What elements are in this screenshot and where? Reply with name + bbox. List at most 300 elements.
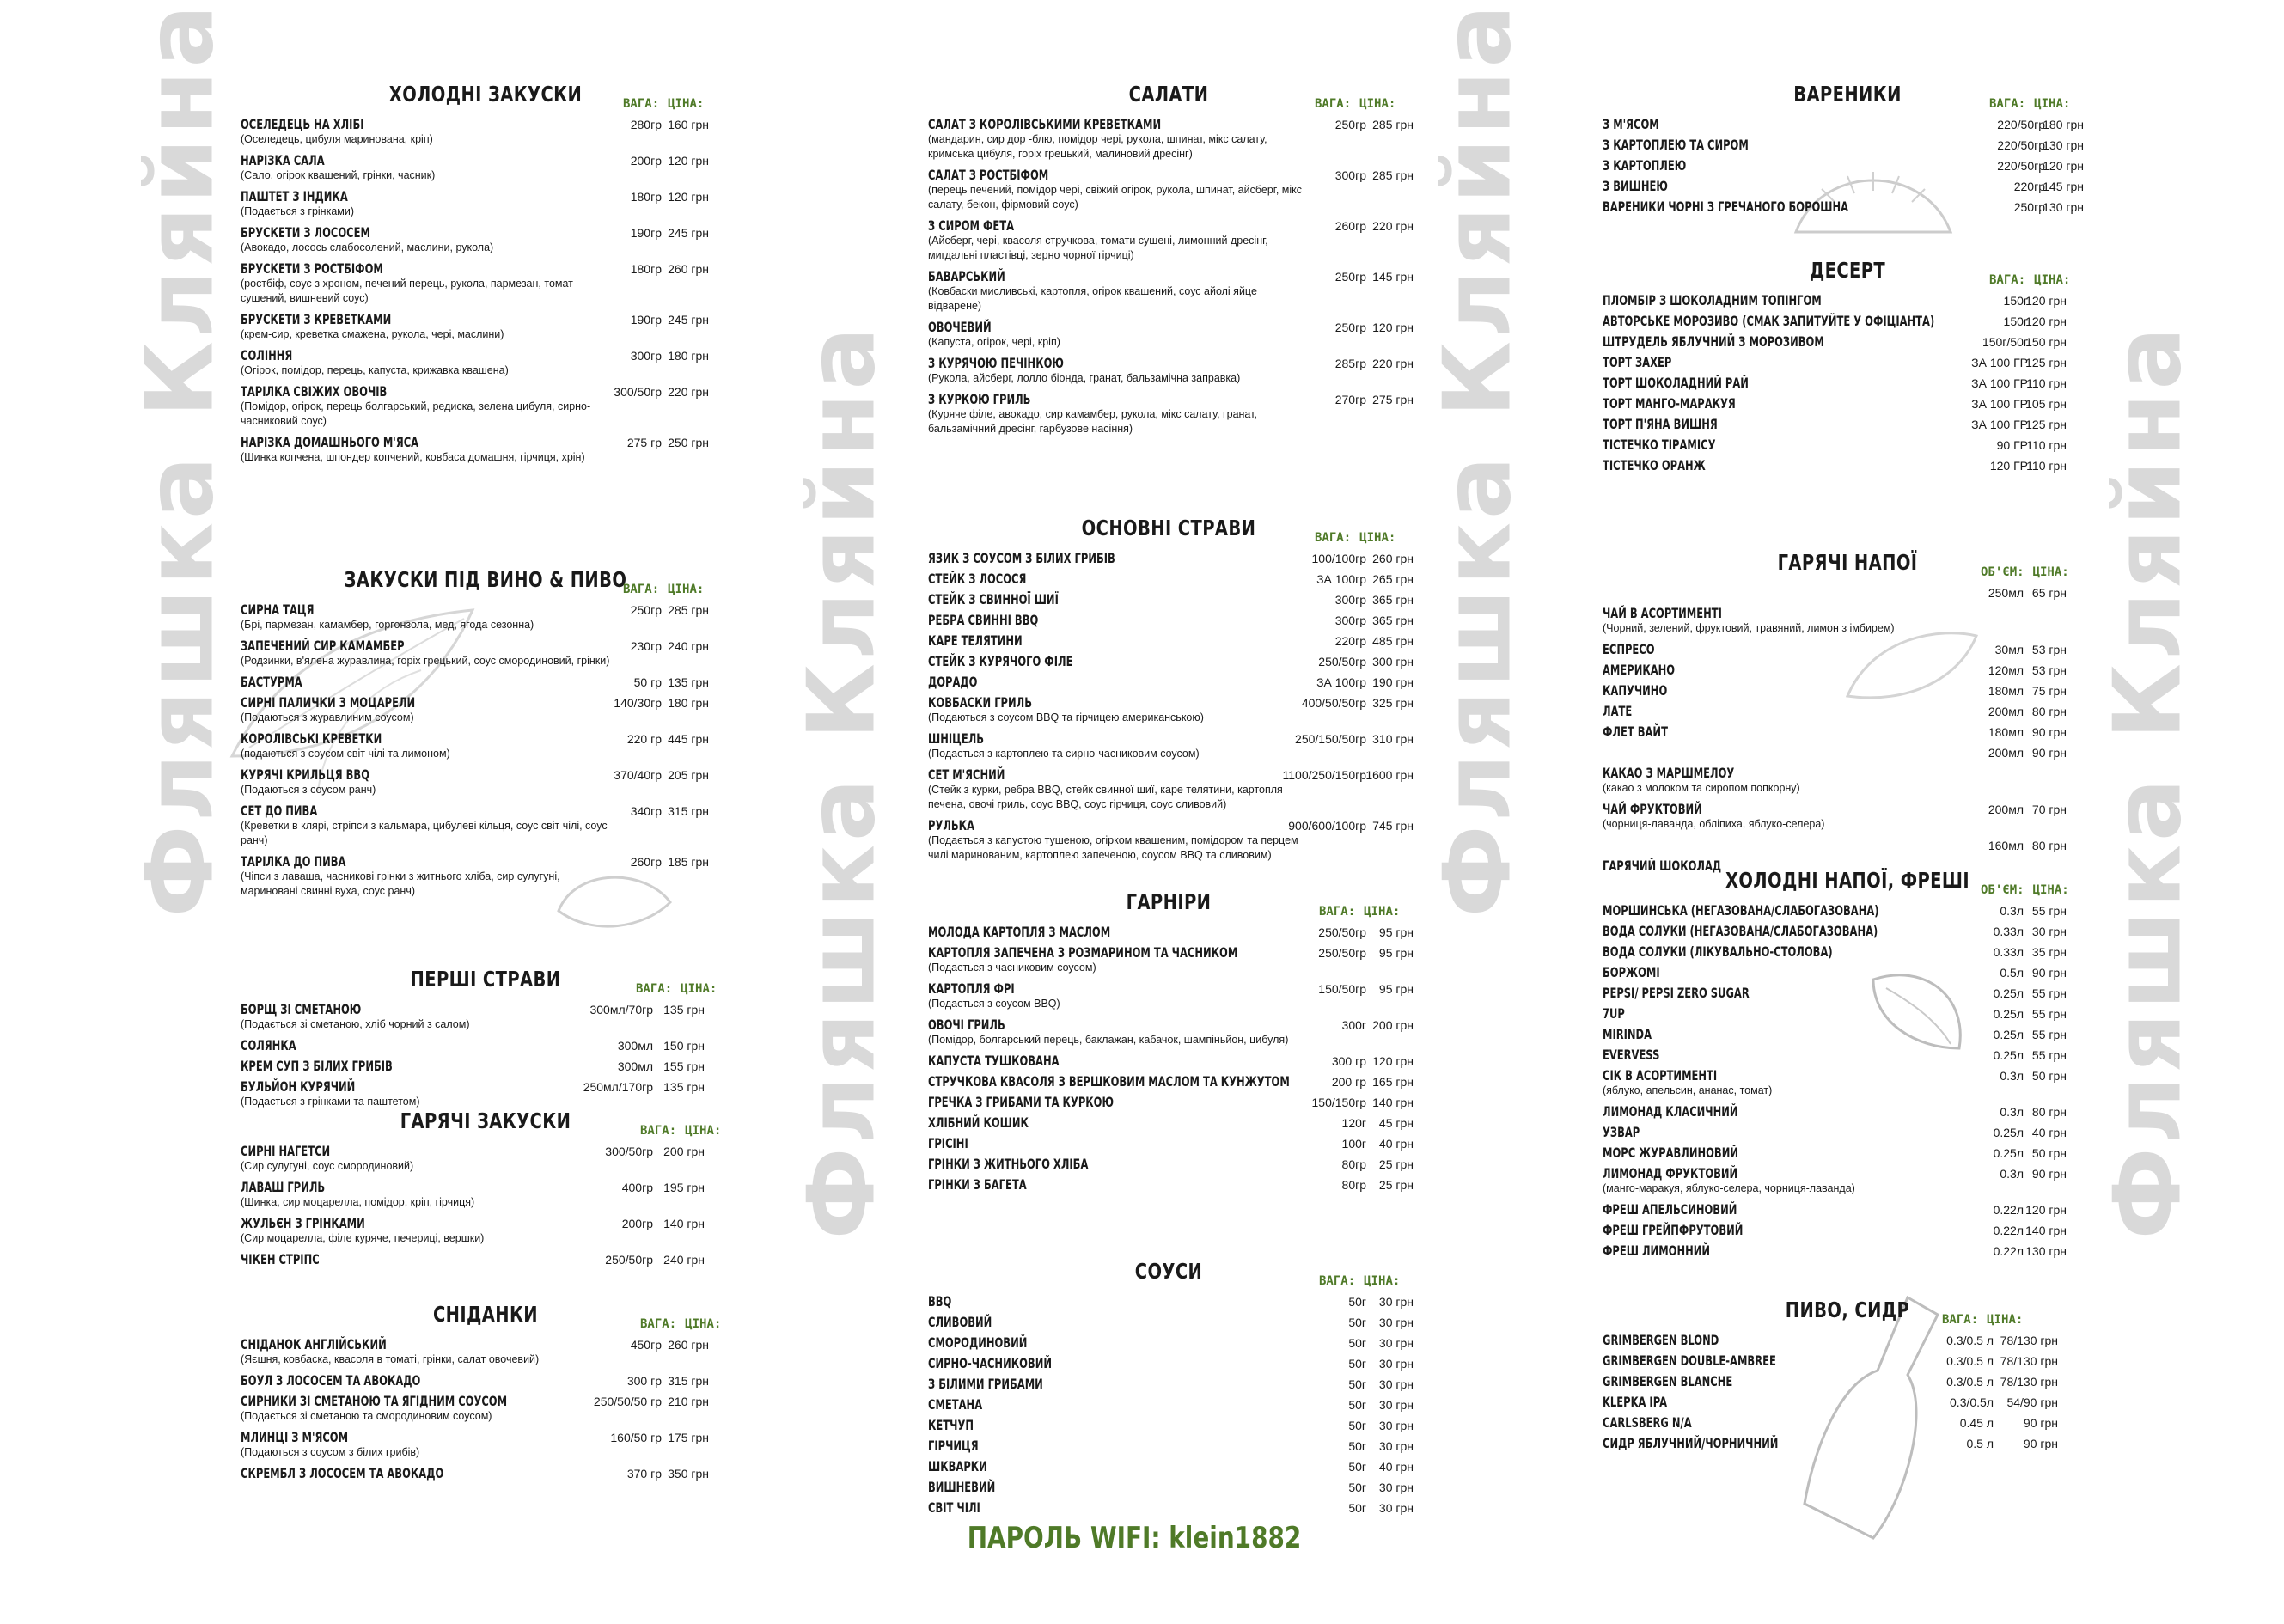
section-title: ХОЛОДНІ ЗАКУСКИ bbox=[388, 82, 583, 107]
menu-item bbox=[1603, 1163, 2092, 1200]
item-price: 285 грн bbox=[1372, 118, 1414, 131]
item-weight: 120 ГР bbox=[1989, 459, 2028, 473]
item-price: 200 грн bbox=[1372, 1018, 1414, 1032]
weight-header: ВАГА: bbox=[636, 982, 673, 996]
section-header bbox=[928, 889, 1409, 922]
item-weight: 220/50гр bbox=[1997, 138, 2045, 152]
item-price: 220 грн bbox=[668, 385, 709, 399]
item-name: З КУРЯЧОЮ ПЕЧІНКОЮ bbox=[928, 355, 1064, 371]
item-weight: 0.25л bbox=[1993, 986, 2024, 1000]
item-name: ГРІСІНІ bbox=[928, 1135, 968, 1151]
item-price: 240 грн bbox=[668, 639, 709, 653]
item-name: ПАШТЕТ З ІНДИКА bbox=[241, 188, 348, 205]
item-weight: 0.25л bbox=[1993, 1028, 2024, 1041]
item-name: ГРЕЧКА З ГРИБАМИ ТА КУРКОЮ bbox=[928, 1094, 1114, 1110]
menu-item-row bbox=[1603, 583, 2092, 603]
item-weight: 180гр bbox=[630, 262, 662, 276]
menu-item-row bbox=[241, 309, 730, 330]
menu-item bbox=[928, 1154, 1414, 1175]
menu-item-row bbox=[928, 165, 1414, 186]
section-title: ГАРНІРИ bbox=[1126, 889, 1212, 914]
menu-item-row bbox=[241, 852, 730, 872]
item-price: 220 грн bbox=[1372, 357, 1414, 370]
column-headers bbox=[640, 1317, 721, 1331]
item-price: 95 грн bbox=[1378, 946, 1414, 960]
item-price: 365 грн bbox=[1372, 614, 1414, 627]
menu-item bbox=[1603, 352, 2092, 373]
item-price: 130 грн bbox=[2043, 200, 2084, 214]
item-description: (Оселедець, цибуля маринована, кріп) bbox=[241, 133, 433, 145]
menu-section bbox=[241, 82, 730, 468]
item-name: ФРЕШ ЛИМОННИЙ bbox=[1603, 1242, 1711, 1259]
menu-item bbox=[241, 309, 730, 345]
menu-section bbox=[1603, 82, 2092, 217]
item-price: 220 грн bbox=[1372, 219, 1414, 233]
menu-item bbox=[1603, 290, 2092, 311]
menu-item bbox=[928, 114, 1414, 165]
item-weight: 50г bbox=[1348, 1295, 1366, 1309]
item-weight: 250гр bbox=[1334, 270, 1366, 284]
item-price: 50 грн bbox=[2031, 1069, 2067, 1083]
item-weight: 50г bbox=[1348, 1460, 1366, 1474]
item-name: СМЕТАНА bbox=[928, 1396, 983, 1413]
menu-item bbox=[241, 636, 730, 672]
item-weight: 190гр bbox=[630, 226, 662, 240]
item-weight: 0.22л bbox=[1993, 1244, 2024, 1258]
item-price: 55 грн bbox=[2031, 1028, 2067, 1041]
item-weight: 285гр bbox=[1334, 357, 1366, 370]
item-price: 95 грн bbox=[1378, 925, 1414, 939]
item-description: (чорниця-лаванда, обліпиха, яблуко-селера) bbox=[1603, 818, 1825, 830]
item-weight: 100г bbox=[1341, 1137, 1366, 1151]
item-name: ЧІКЕН СТРІПС bbox=[241, 1251, 320, 1267]
item-price: 165 грн bbox=[1372, 1075, 1414, 1089]
item-price: 25 грн bbox=[1378, 1157, 1414, 1171]
menu-item bbox=[928, 1092, 1414, 1113]
menu-item bbox=[1603, 763, 2092, 799]
item-name: ТІСТЕЧКО ТІРАМІСУ bbox=[1603, 437, 1716, 453]
item-weight: 0.25л bbox=[1993, 1048, 2024, 1062]
item-name: З КАРТОПЛЕЮ bbox=[1603, 157, 1687, 174]
menu-item bbox=[1603, 639, 2092, 660]
item-name: НАРІЗКА ДОМАШНЬОГО М'ЯСА bbox=[241, 434, 419, 450]
menu-item bbox=[241, 1213, 730, 1249]
item-price: 65 грн bbox=[2031, 586, 2067, 600]
item-price: 40 грн bbox=[2031, 1126, 2067, 1139]
item-name: КОРОЛІВСЬКІ КРЕВЕТКИ bbox=[241, 730, 382, 747]
item-price: 78/130 грн bbox=[2000, 1354, 2058, 1368]
menu-item bbox=[1603, 742, 2092, 763]
section-header bbox=[928, 1259, 1409, 1291]
item-price: 30 грн bbox=[1378, 1336, 1414, 1350]
item-price: 195 грн bbox=[663, 1181, 705, 1194]
menu-item-row bbox=[928, 266, 1414, 287]
item-price: 190 грн bbox=[1372, 675, 1414, 689]
item-name: ШТРУДЕЛЬ ЯБЛУЧНИЙ З МОРОЗИВОМ bbox=[1603, 333, 1824, 350]
section-header bbox=[241, 1302, 730, 1334]
menu-item-row bbox=[928, 765, 1414, 785]
item-weight: 220/50гр bbox=[1997, 118, 2045, 131]
item-price: 55 грн bbox=[2031, 986, 2067, 1000]
item-name: ТОРТ ШОКОЛАДНИЙ РАЙ bbox=[1603, 375, 1749, 391]
menu-section bbox=[928, 82, 1414, 440]
item-price: 70 грн bbox=[2031, 803, 2067, 816]
weight-header: ВАГА: bbox=[1319, 905, 1356, 919]
menu-item bbox=[928, 1291, 1414, 1312]
menu-section bbox=[241, 567, 730, 902]
menu-item-row bbox=[1603, 290, 2092, 311]
menu-item-row bbox=[928, 631, 1414, 651]
item-price: 145 грн bbox=[1372, 270, 1414, 284]
menu-item bbox=[1603, 1351, 2092, 1371]
item-weight: 150/150гр bbox=[1311, 1096, 1366, 1109]
item-name: ЛИМОНАД КЛАСИЧНИЙ bbox=[1603, 1103, 1738, 1120]
item-price: 110 грн bbox=[2026, 438, 2067, 452]
menu-item bbox=[1603, 1102, 2092, 1122]
column-headers bbox=[623, 97, 704, 111]
menu-item-row bbox=[928, 1353, 1414, 1374]
item-weight: 0.22л bbox=[1993, 1203, 2024, 1217]
item-description: (Брі, пармезан, камамбер, горгонзола, мед, ягода сезонна) bbox=[241, 619, 534, 631]
menu-section bbox=[1603, 1297, 2092, 1454]
item-name: КАРЕ ТЕЛЯТИНИ bbox=[928, 632, 1023, 649]
item-description: (Шинка, сир моцарелла, помідор, кріп, гірчиця) bbox=[241, 1196, 475, 1208]
item-price: 315 грн bbox=[668, 804, 709, 818]
item-description: (Ковбаски мисливські, картопля, огірок квашений, соус айолі яйце відварене) bbox=[928, 285, 1257, 312]
menu-item bbox=[928, 922, 1414, 943]
item-name: БУЛЬЙОН КУРЯЧИЙ bbox=[241, 1078, 356, 1095]
item-name: СКРЕМБЛ З ЛОСОСЕМ ТА АВОКАДО bbox=[241, 1465, 444, 1481]
menu-item-row bbox=[928, 1154, 1414, 1175]
item-weight: 140/30гр bbox=[614, 696, 662, 710]
item-price: 53 грн bbox=[2031, 643, 2067, 656]
item-name: БОУЛ З ЛОСОСЕМ ТА АВОКАДО bbox=[241, 1372, 421, 1389]
menu-item-row bbox=[1603, 1004, 2092, 1024]
menu-item bbox=[928, 589, 1414, 610]
item-name: МЛИНЦІ З М'ЯСОМ bbox=[241, 1429, 349, 1445]
item-name: КАПУЧИНО bbox=[1603, 682, 1668, 699]
item-weight: 340гр bbox=[630, 804, 662, 818]
item-name: КАРТОПЛЯ ЗАПЕЧЕНА З РОЗМАРИНОМ ТА ЧАСНИКОМ bbox=[928, 944, 1238, 961]
menu-item-row bbox=[928, 1477, 1414, 1498]
item-weight: 400гр bbox=[621, 1181, 653, 1194]
item-name: ЕСПРЕСО bbox=[1603, 641, 1655, 657]
menu-item-row bbox=[241, 345, 730, 366]
menu-item bbox=[1603, 799, 2092, 835]
item-weight: 160мл bbox=[1988, 839, 2024, 852]
item-name: СВІТ ЧІЛІ bbox=[928, 1499, 980, 1516]
item-weight: 180мл bbox=[1988, 725, 2024, 739]
item-price: 110 грн bbox=[2026, 376, 2067, 390]
menu-item bbox=[1603, 311, 2092, 332]
menu-item-row bbox=[928, 317, 1414, 338]
item-weight: 230гр bbox=[630, 639, 662, 653]
menu-item bbox=[1603, 835, 2092, 856]
item-name: MIRINDA bbox=[1603, 1026, 1652, 1042]
menu-item bbox=[241, 600, 730, 636]
item-weight: 0.3/0.5 л bbox=[1946, 1334, 1994, 1347]
item-name: EVERVESS bbox=[1603, 1047, 1660, 1063]
item-weight: 370 гр bbox=[626, 1467, 662, 1481]
price-header: ЦІНА: bbox=[2032, 565, 2069, 579]
item-weight: 0.33л bbox=[1993, 925, 2024, 938]
menu-item-row bbox=[1603, 901, 2092, 921]
menu-item bbox=[1603, 1004, 2092, 1024]
item-price: 120 грн bbox=[668, 154, 709, 168]
menu-item bbox=[241, 1056, 730, 1077]
item-name: BBQ bbox=[928, 1293, 952, 1310]
menu-item-row bbox=[1603, 135, 2092, 156]
item-price: 240 грн bbox=[663, 1253, 705, 1267]
item-weight: 275 гр bbox=[626, 436, 662, 449]
menu-item-row bbox=[1603, 835, 2092, 856]
item-price: 30 грн bbox=[1378, 1295, 1414, 1309]
column-headers bbox=[640, 1124, 721, 1138]
item-price: 180 грн bbox=[668, 696, 709, 710]
menu-item bbox=[241, 801, 730, 852]
item-price: 120 грн bbox=[2025, 314, 2067, 328]
menu-item bbox=[1603, 962, 2092, 983]
menu-item-row bbox=[1603, 1102, 2092, 1122]
item-weight: 180мл bbox=[1988, 684, 2024, 698]
menu-item-row bbox=[928, 569, 1414, 589]
section-title: СНІДАНКИ bbox=[432, 1302, 539, 1327]
weight-header: ВАГА: bbox=[623, 97, 660, 111]
menu-item-row bbox=[241, 1371, 730, 1391]
item-description: (перець печений, помідор чері, свіжий огірок, рукола, шпинат, айсберг, мікс салату, бекон, фірмовий соус) bbox=[928, 184, 1302, 211]
menu-item bbox=[1603, 114, 2092, 135]
item-name: САЛАТ З КОРОЛІВСЬКИМИ КРЕВЕТКАМИ bbox=[928, 116, 1162, 132]
menu-item-row bbox=[241, 1334, 730, 1355]
item-weight: 0.22л bbox=[1993, 1224, 2024, 1237]
item-price: 285 грн bbox=[668, 603, 709, 617]
item-price: 365 грн bbox=[1372, 593, 1414, 607]
menu-section bbox=[241, 967, 730, 1113]
section-title: ОСНОВНІ СТРАВИ bbox=[1081, 516, 1256, 540]
menu-item bbox=[928, 317, 1414, 353]
item-name: ХЛІБНИЙ КОШИК bbox=[928, 1114, 1029, 1131]
item-name: ЛАТЕ bbox=[1603, 703, 1633, 719]
menu-item-row bbox=[1603, 1122, 2092, 1143]
menu-item bbox=[928, 216, 1414, 266]
item-name: СТЕЙК З КУРЯЧОГО ФІЛЕ bbox=[928, 653, 1073, 669]
item-price: 120 грн bbox=[668, 190, 709, 204]
item-name: З СИРОМ ФЕТА bbox=[928, 217, 1015, 234]
menu-item-row bbox=[1603, 1241, 2092, 1261]
menu-item-row bbox=[928, 548, 1414, 569]
item-name: БРУСКЕТИ З ЛОСОСЕМ bbox=[241, 224, 370, 241]
item-name: З КАРТОПЛЕЮ ТА СИРОМ bbox=[1603, 137, 1749, 153]
menu-item-row bbox=[241, 1141, 730, 1162]
item-price: 140 грн bbox=[1372, 1096, 1414, 1109]
column-headers bbox=[1319, 1274, 1400, 1288]
weight-header: ВАГА: bbox=[1989, 97, 2026, 111]
item-weight: 300 гр bbox=[1331, 1054, 1366, 1068]
item-name: ТАРІЛКА ДО ПИВА bbox=[241, 853, 346, 870]
item-weight: 200гр bbox=[630, 154, 662, 168]
menu-item bbox=[241, 999, 730, 1035]
menu-item-row bbox=[241, 114, 730, 135]
item-weight: ЗА 100гр bbox=[1316, 675, 1366, 689]
weight-header: ВАГА: bbox=[1989, 273, 2026, 287]
menu-item-row bbox=[241, 432, 730, 453]
item-price: 210 грн bbox=[668, 1395, 709, 1408]
menu-item-row bbox=[241, 259, 730, 279]
item-name: ЛАВАШ ГРИЛЬ bbox=[241, 1179, 326, 1195]
item-description: (Чіпси з лаваша, часникові грінки з житнього хліба, сир сулугуні, мариновані свинні вуха, соус ранч) bbox=[241, 870, 560, 897]
menu-item-row bbox=[241, 600, 730, 620]
menu-item-row bbox=[241, 801, 730, 821]
item-description: (Подається з часниковим соусом) bbox=[928, 962, 1096, 974]
item-name: ОВОЧЕВИЙ bbox=[928, 319, 992, 335]
item-price: 350 грн bbox=[668, 1467, 709, 1481]
item-name: КЕТЧУП bbox=[928, 1417, 974, 1433]
menu-item bbox=[241, 1463, 730, 1484]
item-price: 200 грн bbox=[663, 1145, 705, 1158]
item-price: 30 грн bbox=[1378, 1439, 1414, 1453]
menu-item-row bbox=[241, 1177, 730, 1198]
menu-section bbox=[241, 1302, 730, 1484]
section-header bbox=[928, 82, 1409, 114]
item-weight: 200 гр bbox=[1331, 1075, 1366, 1089]
price-header: ЦІНА: bbox=[1359, 531, 1396, 545]
item-name: ОВОЧІ ГРИЛЬ bbox=[928, 1017, 1005, 1033]
item-weight: 250/50гр bbox=[1318, 655, 1366, 669]
item-price: 150 грн bbox=[663, 1039, 705, 1053]
section-header bbox=[1603, 550, 2092, 583]
menu-item bbox=[241, 259, 730, 309]
menu-item bbox=[1603, 135, 2092, 156]
item-name: СТРУЧКОВА КВАСОЛЯ З ВЕРШКОВИМ МАСЛОМ ТА КУНЖУТОМ bbox=[928, 1073, 1290, 1090]
item-price: 155 грн bbox=[663, 1059, 705, 1073]
column-headers bbox=[1981, 883, 2069, 897]
item-name: БРУСКЕТИ З КРЕВЕТКАМИ bbox=[241, 311, 392, 327]
menu-item-row bbox=[1603, 1220, 2092, 1241]
item-name: ШКВАРКИ bbox=[928, 1458, 987, 1474]
menu-item-row bbox=[241, 223, 730, 243]
weight-header: ОБ'ЄМ: bbox=[1981, 565, 2024, 579]
item-name: GRIMBERGEN DOUBLE-AMBREE bbox=[1603, 1352, 1776, 1369]
item-weight: 220 гр bbox=[626, 732, 662, 746]
item-price: 260 грн bbox=[668, 262, 709, 276]
menu-section bbox=[1603, 258, 2092, 476]
menu-section bbox=[928, 889, 1414, 1195]
menu-item-row bbox=[928, 1175, 1414, 1195]
menu-item-row bbox=[241, 150, 730, 171]
item-description: (Родзинки, в'ялена журавлина, горіх грецький, соус смородиновий, грінки) bbox=[241, 655, 610, 667]
menu-item-row bbox=[1603, 1065, 2092, 1086]
item-price: 30 грн bbox=[1378, 1501, 1414, 1515]
item-name: УЗВАР bbox=[1603, 1124, 1640, 1140]
menu-item-row bbox=[928, 729, 1414, 749]
menu-item-row bbox=[928, 651, 1414, 672]
price-header: ЦІНА: bbox=[685, 1124, 722, 1138]
menu-item bbox=[241, 345, 730, 382]
item-price: 30 грн bbox=[1378, 1481, 1414, 1494]
item-price: 90 грн bbox=[2031, 1167, 2067, 1181]
item-price: 315 грн bbox=[668, 1374, 709, 1388]
menu-item-row bbox=[241, 382, 730, 402]
item-price: 135 грн bbox=[668, 675, 709, 689]
menu-item-row bbox=[241, 186, 730, 207]
item-weight: 0.5л bbox=[2000, 966, 2024, 980]
weight-header: ВАГА: bbox=[1942, 1313, 1979, 1327]
menu-item-row bbox=[241, 1077, 730, 1097]
menu-item bbox=[928, 651, 1414, 672]
item-weight: 180гр bbox=[630, 190, 662, 204]
item-weight: 50г bbox=[1348, 1439, 1366, 1453]
item-price: 90 грн bbox=[2031, 725, 2067, 739]
weight-header: ВАГА: bbox=[640, 1317, 677, 1331]
section-title: СОУСИ bbox=[1134, 1259, 1203, 1284]
menu-item-row bbox=[1603, 1143, 2092, 1163]
item-name: СІК В АСОРТИМЕНТІ bbox=[1603, 1067, 1718, 1084]
menu-item-row bbox=[1603, 1330, 2092, 1351]
item-weight: 50г bbox=[1348, 1481, 1366, 1494]
item-description: (крем-сир, креветка смажена, рукола, чері, маслини) bbox=[241, 328, 504, 340]
item-weight: 160/50 гр bbox=[610, 1431, 662, 1444]
item-name: ЯЗИК З СОУСОМ З БІЛИХ ГРИБІВ bbox=[928, 550, 1115, 566]
item-price: 30 грн bbox=[1378, 1357, 1414, 1371]
item-weight: 300г bbox=[1341, 1018, 1366, 1032]
menu-item-row bbox=[1603, 1351, 2092, 1371]
item-name: CARLSBERG N/A bbox=[1603, 1414, 1692, 1431]
item-price: 120 грн bbox=[2043, 159, 2084, 173]
menu-item bbox=[241, 114, 730, 150]
item-name: ВАРЕНИКИ ЧОРНІ З ГРЕЧАНОГО БОРОШНА bbox=[1603, 198, 1849, 215]
menu-item bbox=[928, 815, 1414, 866]
column-headers bbox=[1319, 905, 1400, 919]
item-description: (Стейк з курки, ребра BBQ, стейк свинної шиї, каре телятини, картопля печена, овочі гриль, соус BBQ, соус гірчиця, соус сливовий) bbox=[928, 784, 1283, 810]
item-description: (мандарин, сир дор -блю, помідор чері, рукола, шпинат, мікс салату, кримська цибуля, горіх грецький, малиновий дресінг) bbox=[928, 133, 1267, 160]
item-name: ВОДА СОЛУКИ (НЕГАЗОВАНА/СЛАБОГАЗОВАНА) bbox=[1603, 923, 1878, 939]
item-weight: 200мл bbox=[1988, 746, 2024, 760]
menu-item bbox=[241, 1249, 730, 1270]
item-weight: 250/50гр bbox=[1318, 925, 1366, 939]
item-name: КАПУСТА ТУШКОВАНА bbox=[928, 1053, 1060, 1069]
section-title: ПЕРШІ СТРАВИ bbox=[410, 967, 561, 992]
item-weight: 270гр bbox=[1334, 393, 1366, 406]
menu-item-row bbox=[928, 114, 1414, 135]
item-price: 1600 грн bbox=[1365, 768, 1414, 782]
item-description: (какао з молоком та сиропом попкорну) bbox=[1603, 782, 1800, 794]
item-name: ОСЕЛЕДЕЦЬ НА ХЛІБІ bbox=[241, 116, 364, 132]
section-header bbox=[241, 967, 730, 999]
menu-item-row bbox=[1603, 1200, 2092, 1220]
menu-item-row bbox=[928, 979, 1414, 999]
item-name: СЛИВОВИЙ bbox=[928, 1314, 992, 1330]
item-weight: 190гр bbox=[630, 313, 662, 327]
item-price: 55 грн bbox=[2031, 1007, 2067, 1021]
menu-item bbox=[241, 693, 730, 729]
menu-item-row bbox=[928, 1051, 1414, 1071]
item-weight: 50г bbox=[1348, 1377, 1366, 1391]
section-title: ЗАКУСКИ ПІД ВИНО & ПИВО bbox=[344, 567, 627, 592]
menu-item bbox=[1603, 1200, 2092, 1220]
menu-item-row bbox=[241, 765, 730, 785]
menu-item bbox=[1603, 1433, 2092, 1454]
menu-item-row bbox=[1603, 603, 2092, 624]
item-price: 30 грн bbox=[1378, 1316, 1414, 1329]
item-name: ГРІНКИ З ЖИТНЬОГО ХЛІБА bbox=[928, 1156, 1089, 1172]
item-description: (Подаються з соусом ранч) bbox=[241, 784, 376, 796]
item-price: 55 грн bbox=[2031, 904, 2067, 918]
menu-item bbox=[928, 569, 1414, 589]
menu-item bbox=[1603, 901, 2092, 921]
item-price: 30 грн bbox=[1378, 1419, 1414, 1432]
item-weight: 0.25л bbox=[1993, 1126, 2024, 1139]
item-description: (Шинка копчена, шпондер копчений, ковбаса домашня, гірчиця, хрін) bbox=[241, 451, 585, 463]
